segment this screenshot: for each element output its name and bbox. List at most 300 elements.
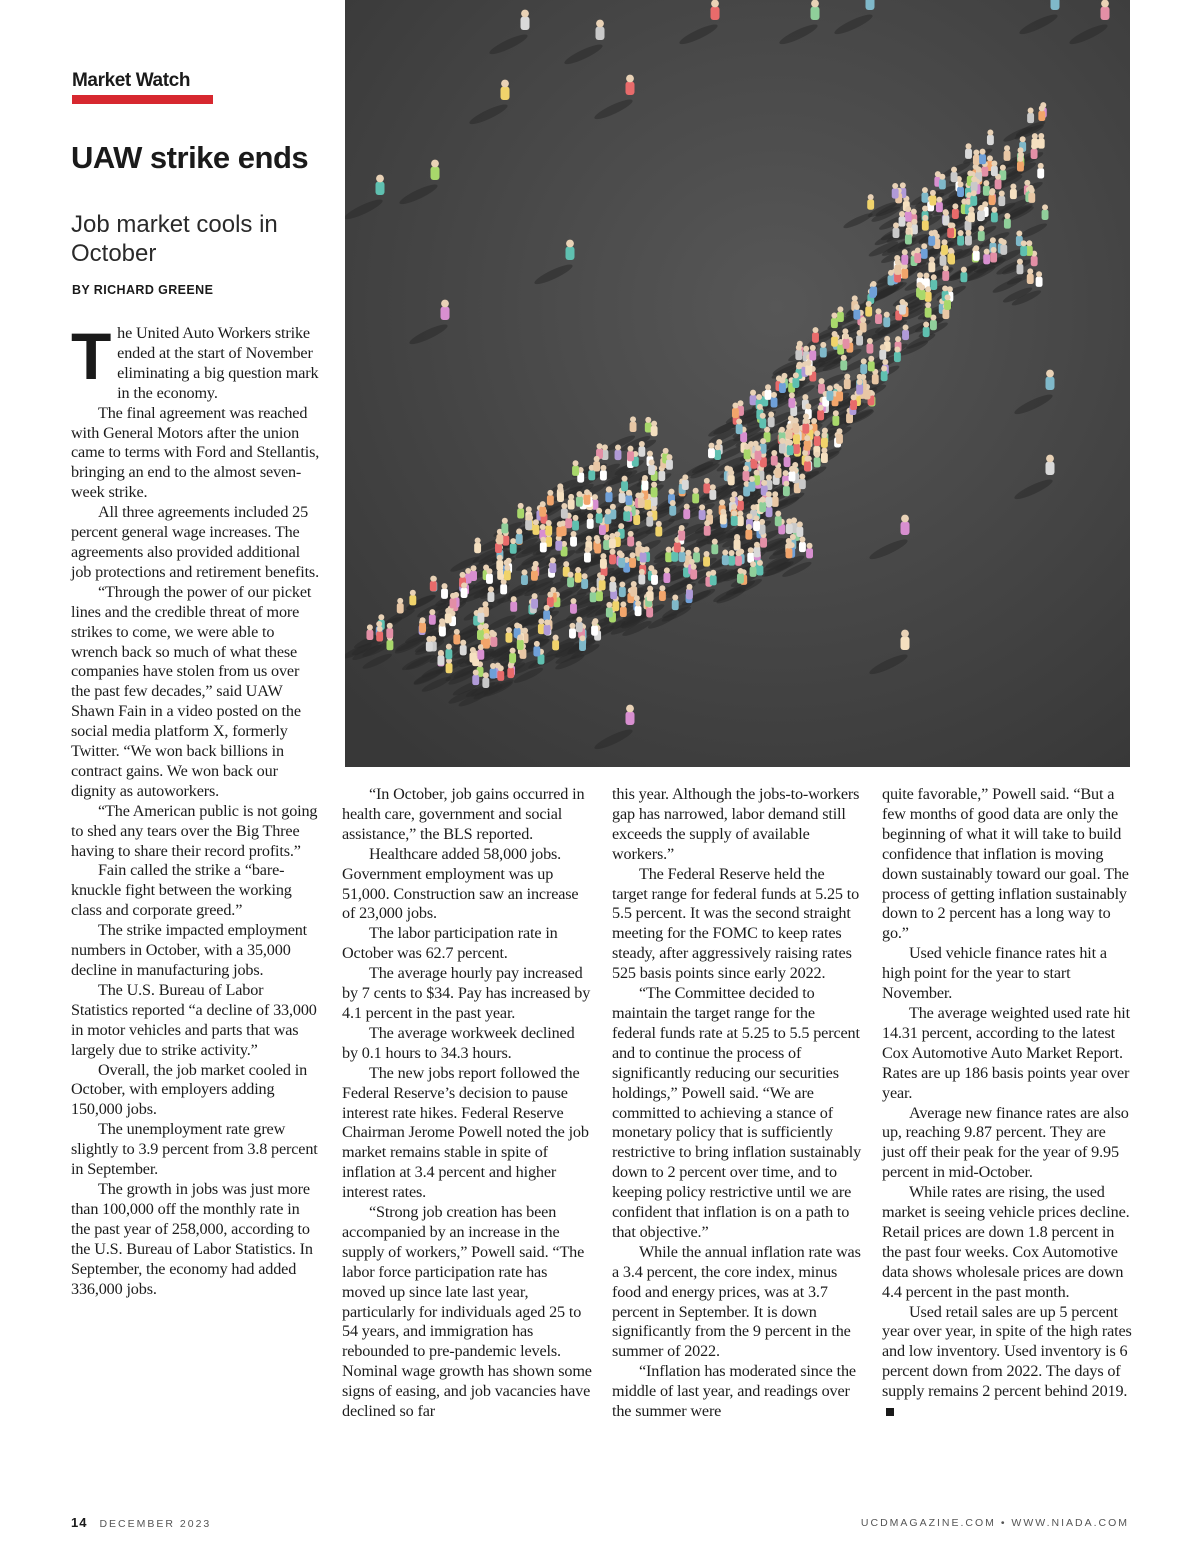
crowd-figure (783, 481, 790, 497)
crowd-figure (490, 663, 497, 679)
crowd-figure (820, 342, 827, 358)
paragraph: “Inflation has moderated since the middle of last year, and readings over the summer were (612, 1362, 856, 1421)
crowd-figure (971, 176, 978, 192)
crowd-figure (765, 384, 772, 400)
crowd-figure (939, 174, 946, 190)
crowd-figure (665, 547, 672, 563)
crowd-figure (892, 183, 899, 199)
crowd-figure (965, 143, 972, 159)
crowd-figure (804, 435, 811, 451)
crowd-figure (600, 553, 607, 569)
crowd-figure (811, 0, 820, 20)
crowd-figure (779, 377, 786, 393)
crowd-figure (818, 378, 825, 394)
crowd-figure (789, 466, 796, 482)
crowd-figure (709, 484, 716, 500)
headline: UAW strike ends (71, 140, 309, 175)
crowd-figure (615, 444, 622, 460)
crowd-figure (856, 330, 863, 346)
crowd-figure (1036, 271, 1043, 287)
crowd-figure (866, 338, 873, 354)
crowd-figure (747, 547, 754, 563)
crowd-figure (605, 487, 612, 503)
crowd-figure (1038, 105, 1045, 121)
crowd-figure (626, 75, 635, 95)
crowd-figure (575, 567, 582, 583)
crowd-figure (430, 576, 437, 592)
crowd-figure (865, 301, 872, 317)
drop-cap: T (71, 319, 112, 393)
crowd-figure (539, 501, 546, 517)
crowd-figure (581, 573, 588, 589)
section-label: Market Watch (72, 70, 191, 91)
crowd-figure (431, 160, 440, 180)
crowd-figure (743, 465, 750, 481)
crowd-figure (683, 504, 690, 520)
crowd-figure (837, 306, 844, 322)
crowd-figure (386, 623, 393, 639)
crowd-figure (627, 446, 634, 462)
crowd-figure (630, 581, 637, 597)
crowd-figure (1016, 259, 1023, 275)
crowd-figure (630, 416, 637, 432)
crowd-figure (968, 207, 975, 223)
crowd-figure (531, 593, 538, 609)
paragraph: this year. Although the jobs-to-workers gap has narrowed, labor demand still exceeds the supply of available workers.” (612, 785, 860, 863)
crowd-figure (635, 601, 642, 617)
crowd-figure (604, 509, 611, 525)
crowd-figure (426, 636, 433, 652)
crowd-figure (678, 525, 685, 541)
crowd-figure (711, 0, 720, 20)
crowd-figure (545, 520, 552, 536)
crowd-figure (831, 313, 838, 329)
crowd-figure (987, 129, 994, 145)
crowd-figure (572, 515, 579, 531)
crowd-figure (543, 605, 550, 621)
crowd-figure (868, 356, 875, 372)
paragraph: The final agreement was reached with General Motors after the union came to terms with Ford and Stellantis, bringing an end to the almost seven-week strike. (71, 403, 320, 502)
crowd-figure (795, 345, 802, 361)
crowd-figure (704, 520, 711, 536)
crowd-figure (860, 358, 867, 374)
crowd-figure (708, 443, 715, 459)
crowd-figure (952, 203, 959, 219)
crowd-figure (943, 210, 950, 226)
crowd-figure (779, 438, 786, 454)
crowd-figure (1101, 0, 1110, 20)
crowd-figure (651, 421, 658, 437)
crowd-figure (366, 624, 373, 640)
paragraph: The labor participation rate in October was 62.7 percent. (342, 924, 558, 963)
crowd-figure (623, 506, 630, 522)
crowd-figure (922, 215, 929, 231)
crowd-figure (867, 194, 874, 210)
crowd-figure (376, 626, 383, 642)
crowd-figure (450, 593, 457, 609)
crowd-figure (941, 239, 948, 255)
crowd-figure (547, 490, 554, 506)
crowd-figure (619, 581, 626, 597)
subhead: Job market cools in October (71, 211, 278, 267)
crowd-figure (1028, 187, 1035, 203)
crowd-figure (453, 629, 460, 645)
crowd-figure (501, 518, 508, 534)
crowd-figure (881, 366, 888, 382)
crowd-figure (618, 552, 625, 568)
paragraph: The Federal Reserve held the target range for federal funds at 5.25 to 5.5 percent. It was the second straight meeting for the FOMC to keep rates steady, after aggressively raising rates 525 basis points since early 2022. (612, 864, 860, 983)
end-of-article-mark (886, 1408, 894, 1416)
crowd-figure (1017, 156, 1024, 172)
crowd-figure (951, 167, 958, 183)
crowd-figure (570, 598, 577, 614)
crowd-figure (483, 633, 490, 649)
crowd-figure (720, 509, 727, 525)
crowd-figure (648, 459, 655, 475)
crowd-figure (756, 560, 763, 576)
crowd-figure (531, 565, 538, 581)
crowd-figure (888, 270, 895, 286)
crowd-figure (914, 247, 921, 263)
paragraph: Used retail sales are up 5 percent year over year, in spite of the high rates and low inventory. Used inventory is 6 percent down from 2022. The days of supply remains 2 percent behind 2019. (882, 1303, 1132, 1422)
crowd-figure (472, 669, 479, 685)
crowd-figure (640, 547, 647, 563)
paragraph: “The American public is not going to shed any tears over the Big Three having to share their record profits.” (71, 801, 318, 860)
crowd-figure (606, 602, 613, 618)
crowd-figure (666, 454, 673, 470)
crowd-figure (521, 569, 528, 585)
paragraph: “The Committee decided to maintain the target range for the federal funds rate at 5.25 to 5.5 percent and to continue the process of significantly reducing our securities holdings,” Powell said. “We are committed to achieving a stance of monetary policy that is sufficiently restrictive to bring inflation sustainably down to 2 percent over time, and to keeping policy restrictive until we are confident that inflation is on a path to that objective.” (612, 984, 862, 1241)
crowd-figure (692, 488, 699, 504)
crowd-figure (998, 191, 1005, 207)
crowd-figure (482, 672, 489, 688)
crowd-figure (750, 561, 757, 577)
paragraph: Fain called the strike a “bare-knuckle fight between the working class and corporate greed.” (71, 861, 292, 920)
crowd-figure (759, 413, 766, 429)
crowd-figure (832, 410, 839, 426)
crowd-figure (584, 489, 591, 505)
crowd-figure (991, 160, 998, 176)
crowd-figure (703, 551, 710, 567)
crowd-figure (429, 609, 436, 625)
crowd-figure (690, 564, 697, 580)
paragraph: All three agreements included 25 percent general wage increases. The agreements also provided additional job protections and retirement benefits. (71, 503, 319, 581)
crowd-figure (497, 665, 504, 681)
page-number: 14 (71, 1515, 88, 1530)
crowd-figure (561, 503, 568, 519)
paragraph: The growth in jobs was just more than 100,000 off the monthly rate in the past year of 258,000, according to the U.S. Bureau of Labor Statistics. In September, the economy had added 336,000 jobs. (71, 1179, 313, 1298)
crowd-figure (944, 294, 951, 310)
crowd-figure (525, 514, 532, 530)
crowd-figure (461, 582, 468, 598)
crowd-figure (947, 222, 954, 238)
crowd-figure (856, 379, 863, 395)
crowd-figure (806, 543, 813, 559)
crowd-figure (669, 500, 676, 516)
crowd-figure (567, 572, 574, 588)
crowd-figure (844, 374, 851, 390)
crowd-figure (714, 444, 721, 460)
paragraph: The average workweek declined by 0.1 hours to 34.3 hours. (342, 1023, 575, 1062)
crowd-figure (1037, 163, 1044, 179)
crowd-figure (693, 547, 700, 563)
crowd-figure (901, 249, 908, 265)
paragraph: Healthcare added 58,000 jobs. Government employment was up 51,000. Construction saw an increase of 23,000 jobs. (342, 844, 579, 923)
crowd-figure (836, 428, 843, 444)
crowd-figure (786, 518, 793, 534)
crowd-figure (646, 511, 653, 527)
crowd-figure (802, 418, 809, 434)
crowd-figure (821, 447, 828, 463)
crowd-figure (930, 315, 937, 331)
crowd-figure (812, 327, 819, 343)
crowd-figure (901, 515, 910, 535)
crowd-figure (504, 565, 511, 581)
crowd-figure (929, 190, 936, 206)
paragraph: The unemployment rate grew slightly to 3.9 percent from 3.8 percent in September. (71, 1120, 318, 1179)
crowd-figure (600, 465, 607, 481)
crowd-figure (840, 355, 847, 371)
crowd-figure (659, 585, 666, 601)
crowd-figure (905, 206, 912, 222)
crowd-figure (547, 591, 554, 607)
crowd-figure (507, 662, 514, 678)
crowd-figure (1046, 370, 1055, 390)
paragraph: While rates are rising, the used market is seeing vehicle prices decline. Retail prices are down 1.8 percent in the past four weeks. Cox Automotive data shows wholesale prices are down 4.4 percent in the past month. (882, 1183, 1130, 1301)
crowd-figure (593, 456, 600, 472)
crowd-figure (809, 345, 816, 361)
crowd-figure (1027, 268, 1034, 284)
crowd-figure (893, 222, 900, 238)
crowd-figure (804, 456, 811, 472)
crowd-figure (737, 495, 744, 511)
crowd-figure (663, 567, 670, 583)
paragraph: “Through the power of our picket lines and the credible threat of more strikes to come, we were able to wrench back so much of what these companies have stolen from us over the past few decades,” said UAW Shawn Fain in a video posted on the social media platform X, formerly Twitter. “We won back billions in contract gains. We won back our dignity as autoworkers. (71, 582, 312, 800)
crowd-figure (957, 181, 964, 197)
crowd-figure (445, 644, 452, 660)
crowd-figure (805, 360, 812, 376)
crowd-figure (397, 598, 404, 614)
crowd-figure (978, 205, 985, 221)
paragraph: “Strong job creation has been accompanied by an increase in the supply of workers,” Powell said. “The labor force participation rate has moved up since late last year, particularly for individuals aged 25 to 54 years, and immigration has rebounded to pre-pandemic levels. Nominal wage growth has shown some signs of easing, and job vacancies have declined so far (342, 1203, 592, 1421)
crowd-figure (853, 304, 860, 320)
crowd-figure (983, 249, 990, 265)
crowd-figure (826, 385, 833, 401)
crowd-figure (759, 497, 766, 513)
crowd-figure (477, 607, 484, 623)
crowd-figure (540, 537, 547, 553)
crowd-figure (711, 539, 718, 555)
crowd-figure (1046, 455, 1055, 475)
crowd-figure (1010, 183, 1017, 199)
crowd-figure (625, 490, 632, 506)
crowd-figure (552, 635, 559, 651)
paragraph: The United Auto Workers strike ended at the start of November eliminating a big question mark in the economy. (71, 319, 319, 402)
crowd-figure (990, 247, 997, 263)
crowd-figure (772, 491, 779, 507)
crowd-figure (672, 594, 679, 610)
footer-websites: UCDMAGAZINE.COM • WWW.NIADA.COM (860, 1517, 1129, 1529)
crowd-figure (973, 245, 980, 261)
crowd-figure (626, 705, 635, 725)
crowd-figure (576, 491, 583, 507)
crowd-figure (517, 634, 524, 650)
crowd-figure (609, 549, 616, 565)
crowd-figure (928, 257, 935, 273)
crowd-figure (921, 243, 928, 259)
crowd-figure (894, 259, 901, 275)
crowd-figure (579, 635, 586, 651)
crowd-figure (566, 240, 575, 260)
crowd-figure (445, 608, 452, 624)
footer-issue (71, 1515, 211, 1530)
crowd-figure (786, 424, 793, 440)
crowd-figure (419, 617, 426, 633)
crowd-figure (501, 80, 510, 100)
crowd-figure (836, 386, 843, 402)
paragraph: Overall, the job market cooled in October, with employers adding 150,000 jobs. (71, 1060, 308, 1119)
crowd-figure (490, 631, 497, 647)
crowd-figure (533, 519, 540, 535)
crowd-figure (629, 552, 636, 568)
crowd-figure (736, 419, 743, 435)
crowd-figure (376, 175, 385, 195)
crowd-figure (870, 281, 877, 297)
crowd-figure (621, 476, 628, 492)
crowd-figure (500, 579, 507, 595)
crowd-arrow-photo (345, 0, 1130, 767)
crowd-figure (919, 284, 926, 300)
crowd-figure (642, 475, 649, 491)
crowd-figure (817, 405, 824, 421)
crowd-figure (609, 533, 616, 549)
crowd-figure (1042, 204, 1049, 220)
crowd-figure (1004, 145, 1011, 161)
crowd-figure (799, 473, 806, 489)
crowd-figure (533, 641, 540, 657)
crowd-figure (441, 300, 450, 320)
paragraph: The new jobs report followed the Federal Reserve’s decision to pause interest rate hikes. Federal Reserve Chairman Jerome Powell noted the job market remains stable in spite of inflation at 3.4 percent and higher interest rates. (342, 1063, 589, 1202)
crowd-figure (572, 460, 579, 476)
crowd-figure (1038, 133, 1045, 149)
crowd-figure (875, 308, 882, 324)
paragraph: “In October, job gains occurred in health care, government and social assistance,” the BLS reported. (342, 785, 585, 843)
crowd-figure (1051, 0, 1060, 10)
crowd-figure (722, 550, 729, 566)
crowd-figure (647, 586, 654, 602)
crowd-figure (521, 10, 530, 30)
crowd-figure (775, 511, 782, 527)
crowd-figure (728, 550, 735, 566)
paragraph: quite favorable,” Powell said. “But a few months of good data are only the beginning of what it will take to build confidence that inflation is moving down sustainably toward our goal. The process of getting inflation sustainably down to 2 percent has a long way to go.” (882, 785, 1129, 943)
crowd-figure (549, 557, 556, 573)
issue-date: DECEMBER 2023 (99, 1518, 212, 1530)
crowd-figure (901, 630, 910, 650)
crowd-figure (905, 229, 912, 245)
crowd-figure (765, 491, 772, 507)
crowd-figure (570, 531, 577, 547)
crowd-figure (796, 521, 803, 537)
crowd-figure (970, 190, 977, 206)
article-column-1 (71, 319, 321, 1299)
crowd-figure (699, 504, 706, 520)
crowd-figure (921, 187, 928, 203)
crowd-figure (474, 538, 481, 554)
crowd-figure (587, 513, 594, 529)
crowd-figure (576, 617, 583, 633)
crowd-figure (925, 302, 932, 318)
crowd-figure (596, 20, 605, 40)
crowd-figure (799, 536, 806, 552)
crowd-figure (748, 476, 755, 492)
crowd-figure (734, 534, 741, 550)
crowd-figure (771, 392, 778, 408)
crowd-figure (487, 586, 494, 602)
crowd-figure (627, 531, 634, 547)
crowd-figure (682, 474, 689, 490)
crowd-figure (596, 508, 603, 524)
crowd-figure (731, 510, 738, 526)
crowd-figure (1031, 133, 1038, 149)
crowd-figure (496, 555, 503, 571)
crowd-figure (728, 470, 735, 486)
crowd-figure (516, 528, 523, 544)
crowd-figure (936, 197, 943, 213)
crowd-figure (609, 576, 616, 592)
crowd-figure (788, 392, 795, 408)
crowd-figure (1020, 240, 1027, 256)
paragraph: While the annual inflation rate was a 3.4 percent, the core index, minus food and energy prices, was at 3.7 percent in September. It is down significantly from the 9 percent in the summer of 2022. (612, 1242, 861, 1361)
crowd-figure (510, 596, 517, 612)
crowd-figure (899, 211, 906, 227)
crowd-figure (923, 321, 930, 337)
crowd-figure (768, 412, 775, 428)
crowd-figure (930, 274, 937, 290)
crowd-figure (638, 441, 645, 457)
byline: BY RICHARD GREENE (72, 283, 214, 297)
crowd-figure (1004, 213, 1011, 229)
crowd-figure (973, 149, 980, 165)
crowd-figure (786, 543, 793, 559)
crowd-figure (439, 621, 446, 637)
crowd-figure (505, 627, 512, 643)
crowd-figure (894, 346, 901, 362)
crowd-figure (883, 312, 890, 328)
crowd-figure (638, 569, 645, 585)
crowd-figure (584, 547, 591, 563)
crowd-figure (470, 565, 477, 581)
crowd-figure (557, 486, 564, 502)
crowd-figure (879, 344, 886, 360)
crowd-figure (710, 570, 717, 586)
crowd-figure (850, 394, 857, 410)
article-column-4 (882, 785, 1132, 1422)
crowd-figure (787, 440, 794, 456)
crowd-figure (989, 190, 996, 206)
crowd-figure (866, 0, 875, 10)
crowd-figure (620, 601, 627, 617)
crowd-figure (753, 542, 760, 558)
crowd-figure (755, 445, 762, 461)
crowd-figure (821, 432, 828, 448)
crowd-figure (655, 521, 662, 537)
crowd-figure (732, 402, 739, 418)
crowd-figure (792, 418, 799, 434)
crowd-figure (957, 230, 964, 246)
crowd-figure (651, 569, 658, 585)
crowd-figure (750, 390, 757, 406)
crowd-figure (594, 538, 601, 554)
